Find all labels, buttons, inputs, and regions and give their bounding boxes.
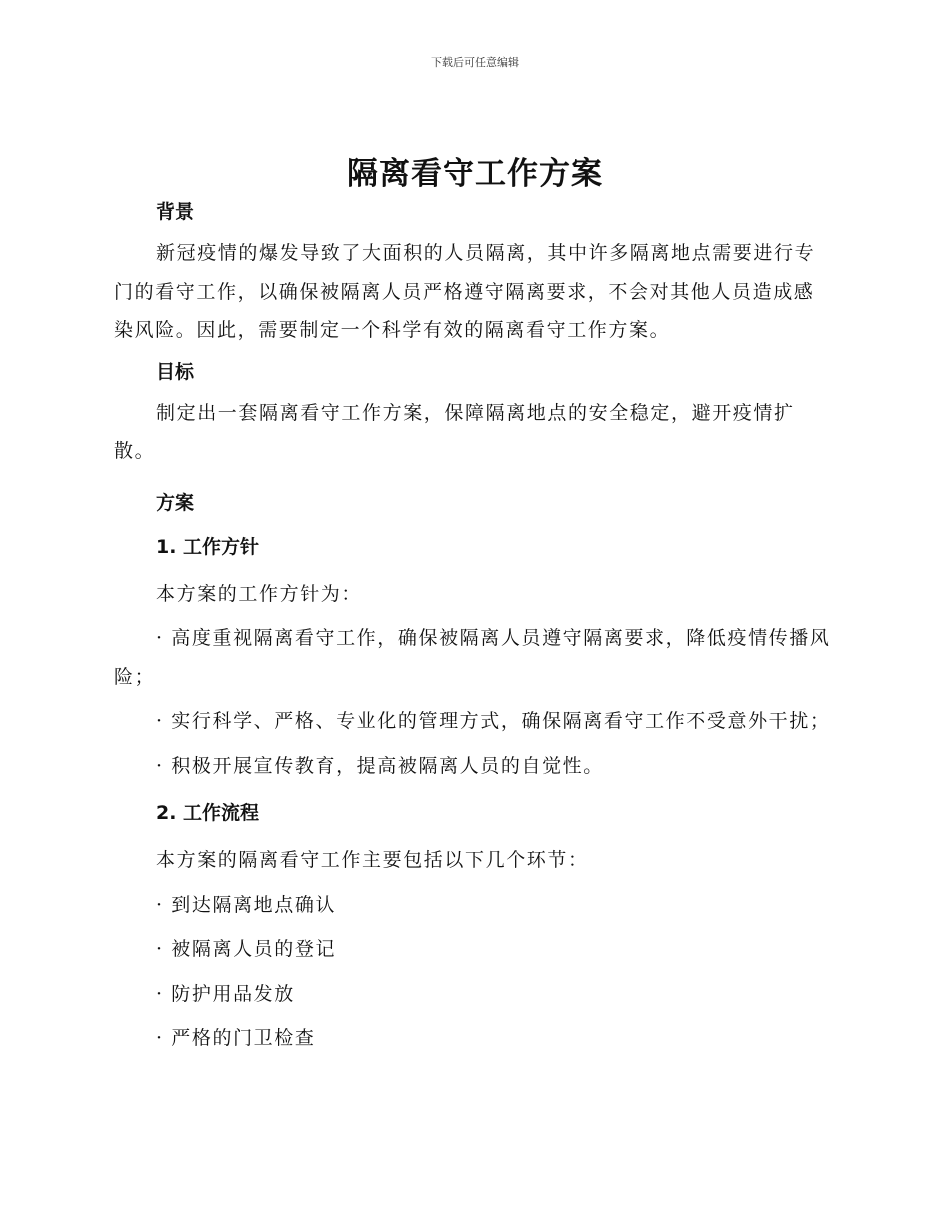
list-item: · 到达隔离地点确认 [156, 893, 337, 916]
list-item: · 被隔离人员的登记 [156, 938, 337, 960]
list-item: · 严格的门卫检查 [156, 1027, 316, 1049]
subsection-heading-guideline: 1. 工作方针 [156, 535, 260, 558]
section-heading-plan: 方案 [156, 491, 195, 514]
list-item: · 积极开展宣传教育，提高被隔离人员的自觉性。 [156, 754, 604, 777]
goal-paragraph: 制定出一套隔离看守工作方案，保障隔离地点的安全稳定，避开疫情扩散。 [114, 401, 795, 462]
section-heading-background: 背景 [156, 201, 195, 223]
subsection-heading-process: 2. 工作流程 [156, 802, 260, 824]
list-item: · 高度重视隔离看守工作，确保被隔离人员遵守隔离要求，降低疫情传播风险； [114, 627, 831, 688]
background-paragraph: 新冠疫情的爆发导致了大面积的人员隔离，其中许多隔离地点需要进行专门的看守工作，以确保被隔离人员严格遵守隔离要求，不会对其他人员造成感染风险。因此，需要制定一个科学有效的隔离看守工作方案。 [114, 242, 816, 341]
process-intro: 本方案的隔离看守工作主要包括以下几个环节： [156, 849, 589, 871]
list-item: · 实行科学、严格、专业化的管理方式，确保隔离看守工作不受意外干扰； [156, 710, 831, 732]
section-heading-goal: 目标 [156, 360, 195, 383]
document-title: 隔离看守工作方案 [347, 156, 603, 192]
page-header-note: 下载后可任意编辑 [431, 56, 519, 69]
guideline-intro: 本方案的工作方针为： [156, 582, 363, 605]
list-item: · 防护用品发放 [156, 982, 295, 1005]
document-body [114, 196, 834, 1058]
